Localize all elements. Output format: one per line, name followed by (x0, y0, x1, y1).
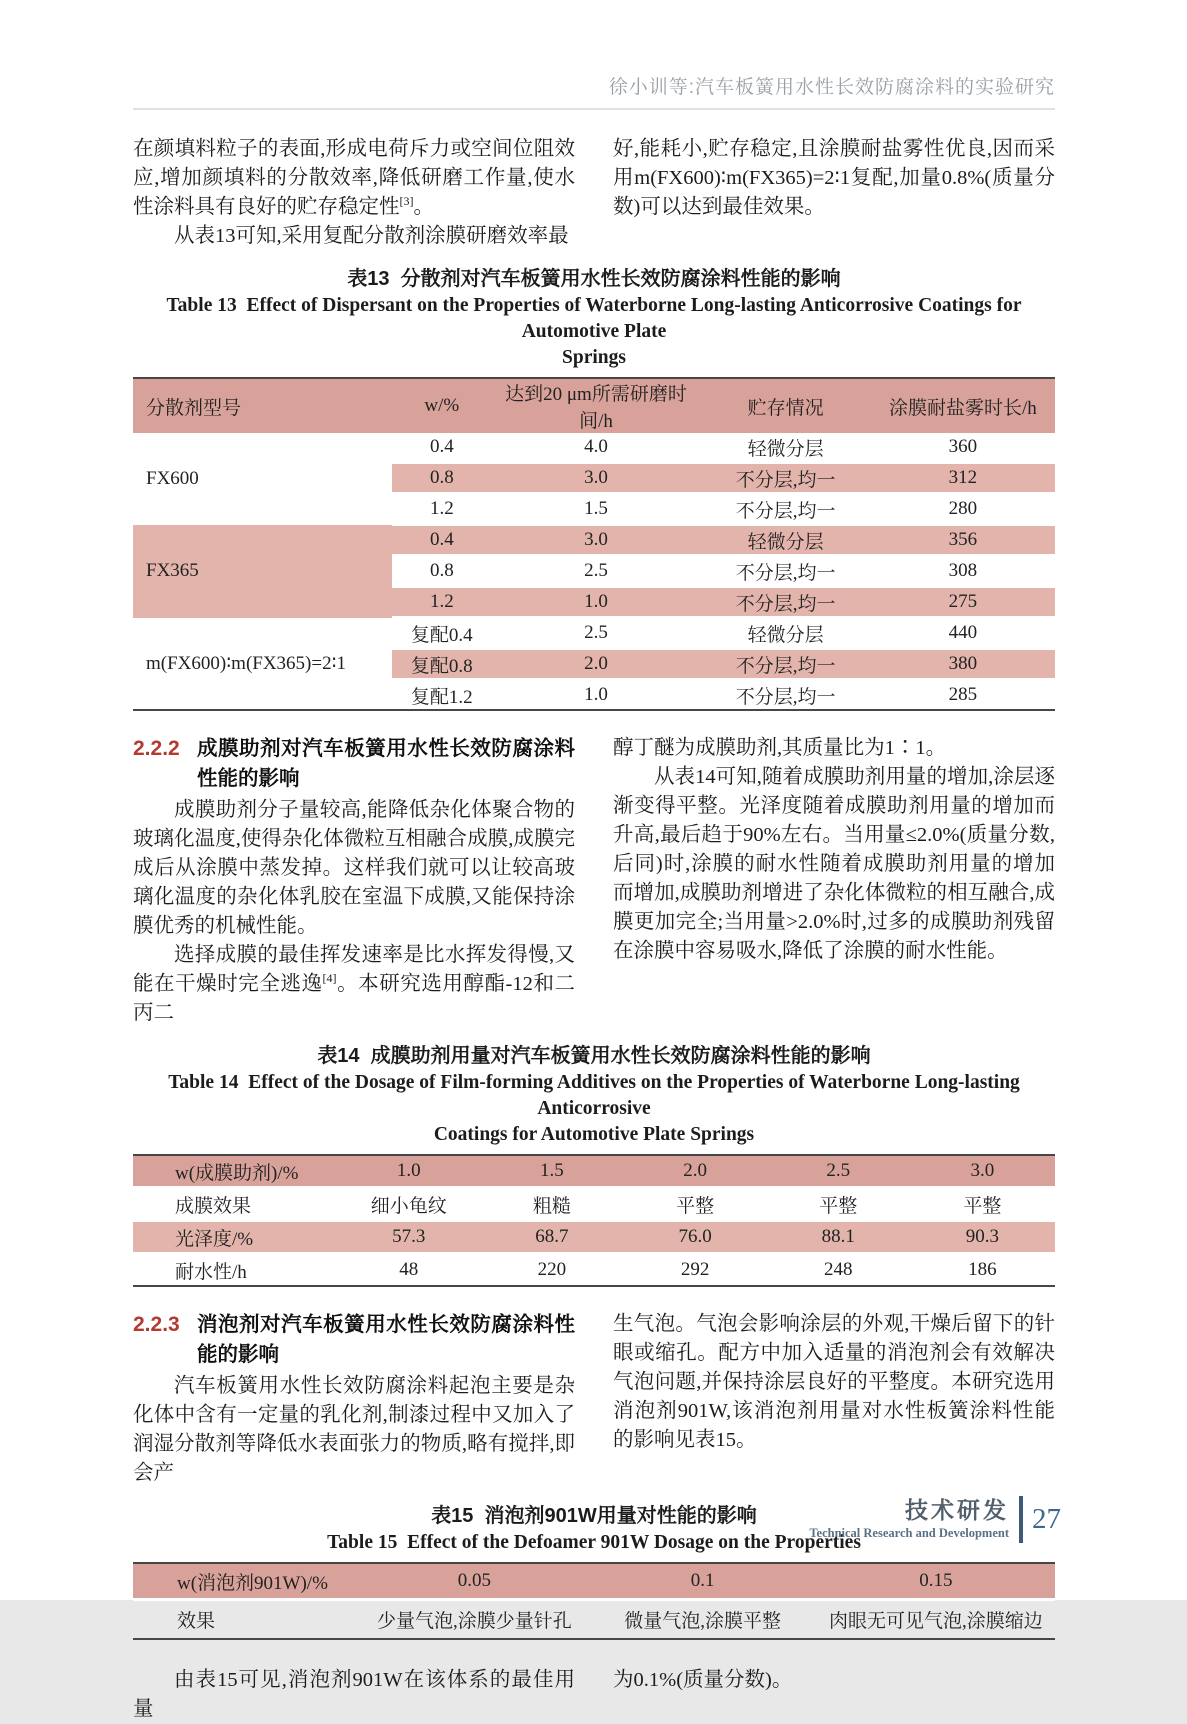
table13-header-cell: 贮存情况 (701, 379, 871, 433)
table-cell: 细小龟纹 (337, 1188, 480, 1221)
intro-right-column (613, 135, 1055, 251)
table-cell: 380 (871, 649, 1055, 680)
table-cell: 不分层,均一 (735, 500, 836, 522)
table-cell: 2.5 (584, 560, 608, 581)
section-2-2-2 (133, 734, 1055, 1028)
table13 (133, 379, 1055, 709)
table-cell: 1.0 (584, 684, 608, 705)
body-paragraph: 成膜助剂分子量较高,能降低杂化体聚合物的玻璃化温度,使得杂化体微粒互相融合成膜,成膜完成后从涂膜中蒸发掉。这样我们就可以让较高玻璃化温度的杂化体乳胶在室温下成膜,又能保持涂膜优秀的机械性能。 (133, 799, 575, 937)
table-cell: 220 (537, 1259, 567, 1280)
footer-divider-bar (1019, 1496, 1023, 1543)
body-paragraph: 醇丁醚为成膜助剂,其质量比为1∶1。 (613, 737, 947, 759)
table13-group-label: FX365 (133, 525, 392, 618)
running-head: 徐小训等:汽车板簧用水性长效防腐涂料的实验研究 (608, 77, 1055, 98)
table-cell: 312 (871, 463, 1055, 494)
table-cell: 248 (823, 1259, 853, 1280)
table-cell: 轻微分层 (747, 438, 824, 460)
table-cell: w(成膜助剂)/% (133, 1156, 337, 1188)
table-cell: 平整 (624, 1188, 767, 1221)
table15-title-cn: 表15 消泡剂901W用量对性能的影响 (431, 1505, 757, 1527)
body-paragraph: 汽车板簧用水性长效防腐涂料起泡主要是杂化体中含有一定量的乳化剂,制漆过程中又加入了润湿分散剂等降低水表面张力的物质,略有搅拌,即会产 (133, 1375, 575, 1484)
table-cell: 粗糙 (480, 1188, 623, 1221)
citation-ref-4: [4] (322, 971, 337, 986)
table13-title-en-line1: Table 13 Effect of Dispersant on the Properties of Waterborne Long-lasting Anticorrosive Coatings for Automotive Plate (166, 295, 1022, 342)
section-2-2-3 (133, 1310, 1055, 1488)
table-row (133, 1600, 1055, 1639)
closing-right-column (613, 1666, 1055, 1724)
closing-paragraph: 由表15可见,消泡剂901W在该体系的最佳用量 (133, 1669, 575, 1720)
table-cell: 0.8 (392, 463, 491, 494)
table14-title-en (133, 1070, 1055, 1148)
table-cell: 1.5 (584, 498, 608, 519)
intro-block (133, 135, 1055, 251)
sec223-right-column (613, 1310, 1055, 1488)
table-cell: 0.4 (429, 436, 454, 457)
table-cell: 1.2 (392, 587, 491, 618)
table13-header-row (133, 379, 1055, 433)
table-row (133, 1564, 1055, 1600)
table-cell: 轻微分层 (747, 624, 824, 646)
body-paragraph: 从表14可知,随着成膜助剂用量的增加,涂层逐渐变得平整。光泽度随着成膜助剂用量的增加而升高,最后趋于90%左右。当用量≤2.0%(质量分数,后同)时,涂膜的耐水性随着成膜助剂用量的增加而增加,成膜助剂增进了杂化体微粒的相互融合,成膜更加完全;当用量>2.0%时,过多的成膜助剂残留在涂膜中容易吸水,降低了涂膜的耐水性能。 (613, 766, 1055, 962)
table14-wrap (133, 1154, 1055, 1287)
table-cell: 耐水性/h (175, 1261, 247, 1283)
table-row (133, 1254, 1055, 1286)
table-cell: 复配1.2 (410, 686, 473, 708)
table13-section (133, 266, 1055, 711)
table14-section (133, 1043, 1055, 1287)
table-cell: 成膜效果 (133, 1188, 337, 1221)
table14-title-cn: 表14 成膜助剂用量对汽车板簧用水性长效防腐涂料性能的影响 (317, 1045, 871, 1067)
table-cell: 1.0 (337, 1156, 480, 1188)
table-cell: 57.3 (337, 1221, 480, 1254)
table-cell: 2.5 (767, 1156, 910, 1188)
body-paragraph-text: 。本研究选用醇酯-12和二丙二 (133, 973, 576, 1024)
table-cell: 平整 (910, 1188, 1055, 1221)
table13-title-en (133, 293, 1055, 371)
table-cell: 复配0.4 (410, 624, 473, 646)
table-row (133, 1221, 1055, 1254)
header-rule (133, 108, 1055, 110)
table-cell: 1.0 (491, 587, 700, 618)
sec222-left-column (133, 734, 575, 1028)
body-paragraph (133, 941, 575, 1028)
table-cell: 不分层,均一 (735, 686, 836, 708)
table-cell: 0.05 (360, 1564, 588, 1600)
intro-paragraph (133, 135, 575, 222)
section-heading (133, 734, 575, 794)
table-cell: 360 (948, 436, 978, 457)
table-cell: 48 (399, 1259, 419, 1280)
table-cell: 1.5 (480, 1156, 623, 1188)
table15-title-en-line1: Table 15 Effect of the Defoamer 901W Dosage on the Properties (327, 1532, 861, 1553)
section-title: 消泡剂对汽车板簧用水性长效防腐涂料性能的影响 (197, 1313, 575, 1366)
section-title: 成膜助剂对汽车板簧用水性长效防腐涂料性能的影响 (197, 737, 575, 790)
table-cell: 76.0 (624, 1221, 767, 1254)
section-number: 2.2.2 (133, 737, 180, 760)
table-cell: 平整 (767, 1188, 910, 1221)
table-cell: 3.0 (491, 463, 700, 494)
table13-header-cell: 达到20 μm所需研磨时间/h (491, 379, 700, 433)
table13-title-cn: 表13 分散剂对汽车板簧用水性长效防腐涂料性能的影响 (347, 268, 841, 290)
table-cell: 2.0 (491, 649, 700, 680)
footer-section-en: Technical Research and Development (809, 1526, 1009, 1540)
table-cell: 3.0 (910, 1156, 1055, 1188)
table-cell: 1.2 (429, 498, 454, 519)
table14-title-en-line2: Coatings for Automotive Plate Springs (433, 1124, 755, 1145)
sec223-left-column (133, 1310, 575, 1488)
footer-section-label (809, 1498, 1009, 1541)
table15-wrap (133, 1562, 1055, 1640)
table-cell: 不分层,均一 (701, 649, 871, 680)
table-cell: 275 (871, 587, 1055, 618)
table-cell: 68.7 (480, 1221, 623, 1254)
table-cell: 光泽度/% (133, 1221, 337, 1254)
table14 (133, 1156, 1055, 1285)
table13-group-label: FX600 (133, 433, 392, 525)
page-footer (809, 1496, 1061, 1543)
table-row (133, 618, 1055, 649)
closing-paragraph: 为0.1%(质量分数)。 (613, 1669, 793, 1691)
page-content (133, 0, 1055, 1724)
table-cell: 440 (948, 622, 978, 643)
table13-header-cell: 涂膜耐盐雾时长/h (871, 379, 1055, 433)
table-cell: 复配0.8 (392, 649, 491, 680)
citation-ref-3: [3] (399, 194, 414, 209)
table14-title-en-line1: Table 14 Effect of the Dosage of Film-forming Additives on the Properties of Waterborne Long-lasting Anticorrosive (168, 1072, 1020, 1119)
table13-group-label: m(FX600)∶m(FX365)=2∶1 (133, 618, 392, 710)
table-cell: 不分层,均一 (701, 463, 871, 494)
sec222-right-column (613, 734, 1055, 1028)
intro-left-column (133, 135, 575, 251)
closing-block (133, 1666, 1055, 1724)
table-cell: 280 (948, 498, 978, 519)
table-cell: 4.0 (584, 436, 608, 457)
table-cell: w(消泡剂901W)/% (133, 1564, 360, 1600)
table-cell: 292 (680, 1259, 710, 1280)
table-cell: 186 (968, 1259, 997, 1280)
table-cell: 效果 (177, 1611, 216, 1632)
table-cell: 微量气泡,涂膜平整 (624, 1611, 781, 1632)
table-row (133, 525, 1055, 556)
table-row (133, 1188, 1055, 1221)
table-cell: 0.15 (817, 1564, 1055, 1600)
body-paragraph: 生气泡。气泡会影响涂层的外观,干燥后留下的针眼或缩孔。配方中加入适量的消泡剂会有效解决气泡问题,并保持涂层良好的平整度。本研究选用消泡剂901W,该消泡剂用量对水性板簧涂料性能的影响见表15。 (613, 1313, 1055, 1451)
table13-wrap (133, 377, 1055, 711)
table-cell: 90.3 (910, 1221, 1055, 1254)
closing-left-column (133, 1666, 575, 1724)
table-cell: 285 (948, 684, 978, 705)
footer-section-cn: 技术研发 (905, 1497, 1009, 1523)
table-cell: 轻微分层 (701, 525, 871, 556)
table15 (133, 1564, 1055, 1638)
table-cell: 不分层,均一 (701, 587, 871, 618)
intro-paragraph-2: 从表13可知,采用复配分散剂涂膜研磨效率最 (174, 225, 569, 247)
table-row (133, 1156, 1055, 1188)
table-cell: 0.4 (392, 525, 491, 556)
intro-paragraph-text: 在颜填料粒子的表面,形成电荷斥力或空间位阻效应,增加颜填料的分散效率,降低研磨工作量,使水性涂料具有良好的贮存稳定性 (133, 138, 575, 218)
table-cell: 0.8 (429, 560, 454, 581)
table13-header-cell: w/% (392, 379, 491, 433)
table-cell: 308 (948, 560, 978, 581)
intro-paragraph-3: 好,能耗小,贮存稳定,且涂膜耐盐雾性优良,因而采用m(FX600)∶m(FX365)=2∶1复配,加量0.8%(质量分数)可以达到最佳效果。 (613, 138, 1055, 218)
table-cell: 不分层,均一 (735, 562, 836, 584)
body-paragraph-text: 选择成膜的最佳挥发速率是比水挥发得慢,又能在干燥时完全逃逸 (133, 944, 575, 995)
section-number: 2.2.3 (133, 1313, 180, 1336)
table-cell: 88.1 (767, 1221, 910, 1254)
section-heading (133, 1310, 575, 1370)
table-cell: 356 (871, 525, 1055, 556)
table-cell: 3.0 (491, 525, 700, 556)
table-cell: 2.0 (624, 1156, 767, 1188)
table-cell: 0.1 (588, 1564, 816, 1600)
table-cell: 肉眼无可见气泡,涂膜缩边 (828, 1611, 1043, 1632)
table13-title-en-line2: Springs (562, 347, 626, 368)
table-cell: 少量气泡,涂膜少量针孔 (376, 1611, 572, 1632)
table13-header-cell: 分散剂型号 (133, 379, 392, 433)
intro-paragraph-end: 。 (413, 196, 434, 218)
page-number: 27 (1032, 1503, 1061, 1535)
table-row (133, 433, 1055, 463)
table-cell: 2.5 (584, 622, 608, 643)
